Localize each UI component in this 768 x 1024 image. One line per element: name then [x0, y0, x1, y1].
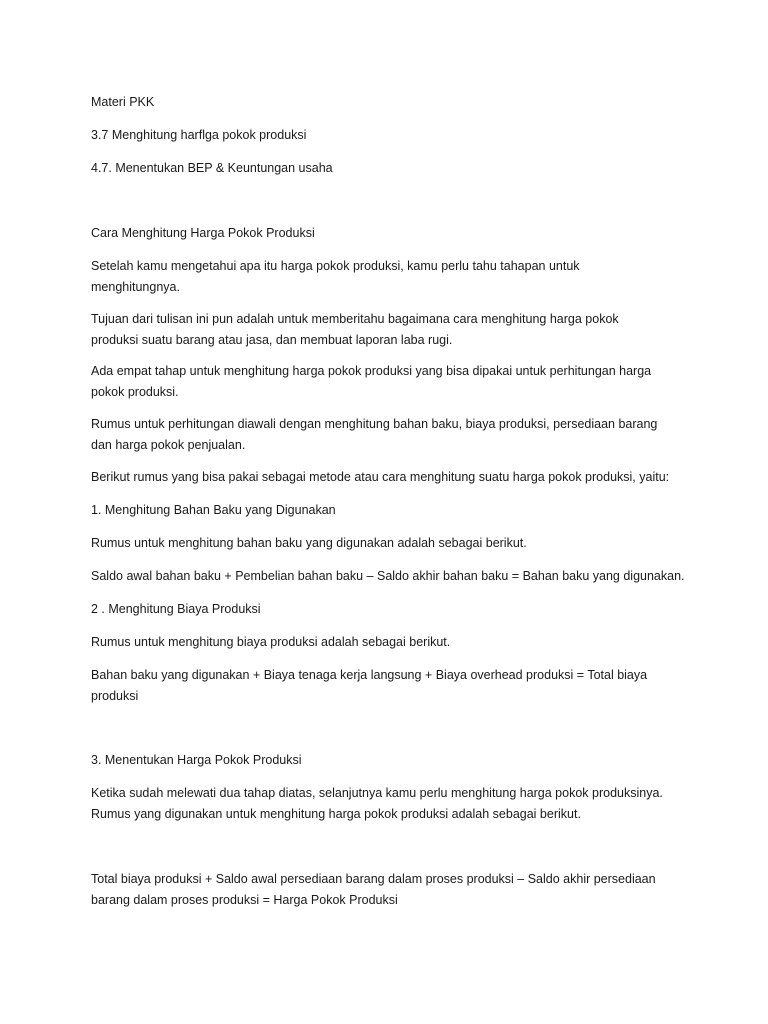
- formula-harga-pokok-produksi: Total biaya produksi + Saldo awal persediaan barang dalam proses produksi – Saldo akhir persediaan barang dalam proses produksi = Harga Pokok Produksi: [91, 872, 656, 907]
- paragraph: Tujuan dari tulisan ini pun adalah untuk memberitahu bagaimana cara menghitung harga pokok produksi suatu barang atau jasa, dan membuat laporan laba rugi.: [91, 312, 619, 347]
- section-heading: Cara Menghitung Harga Pokok Produksi: [91, 226, 315, 240]
- formula-biaya-produksi: Bahan baku yang digunakan + Biaya tenaga kerja langsung + Biaya overhead produksi = Total biaya produksi: [91, 668, 648, 703]
- paragraph: Ketika sudah melewati dua tahap diatas, selanjutnya kamu perlu menghitung harga pokok produksinya. Rumus yang digunakan untuk menghitung harga pokok produksi adalah sebagai berikut.: [91, 786, 663, 821]
- paragraph: Rumus untuk perhitungan diawali dengan menghitung bahan baku, biaya produksi, persediaan barang dan harga pokok penjualan.: [91, 417, 658, 452]
- doc-title: Materi PKK: [91, 95, 155, 109]
- paragraph: Rumus untuk menghitung biaya produksi adalah sebagai berikut.: [91, 635, 451, 649]
- paragraph: Berikut rumus yang bisa pakai sebagai metode atau cara menghitung suatu harga pokok produksi, yaitu:: [91, 470, 670, 484]
- paragraph: Setelah kamu mengetahui apa itu harga pokok produksi, kamu perlu tahu tahapan untuk menghitungnya.: [91, 259, 580, 294]
- topic-line-2: 4.7. Menentukan BEP & Keuntungan usaha: [91, 161, 333, 175]
- paragraph: Rumus untuk menghitung bahan baku yang digunakan adalah sebagai berikut.: [91, 536, 527, 550]
- step-heading-3: 3. Menentukan Harga Pokok Produksi: [91, 753, 302, 767]
- formula-bahan-baku: Saldo awal bahan baku + Pembelian bahan baku – Saldo akhir bahan baku = Bahan baku yang digunakan.: [91, 569, 685, 583]
- paragraph: Ada empat tahap untuk menghitung harga pokok produksi yang bisa dipakai untuk perhitungan harga pokok produksi.: [91, 364, 652, 399]
- step-heading-2: 2 . Menghitung Biaya Produksi: [91, 602, 261, 616]
- topic-line-1: 3.7 Menghitung harflga pokok produksi: [91, 128, 307, 142]
- step-heading-1: 1. Menghitung Bahan Baku yang Digunakan: [91, 503, 336, 517]
